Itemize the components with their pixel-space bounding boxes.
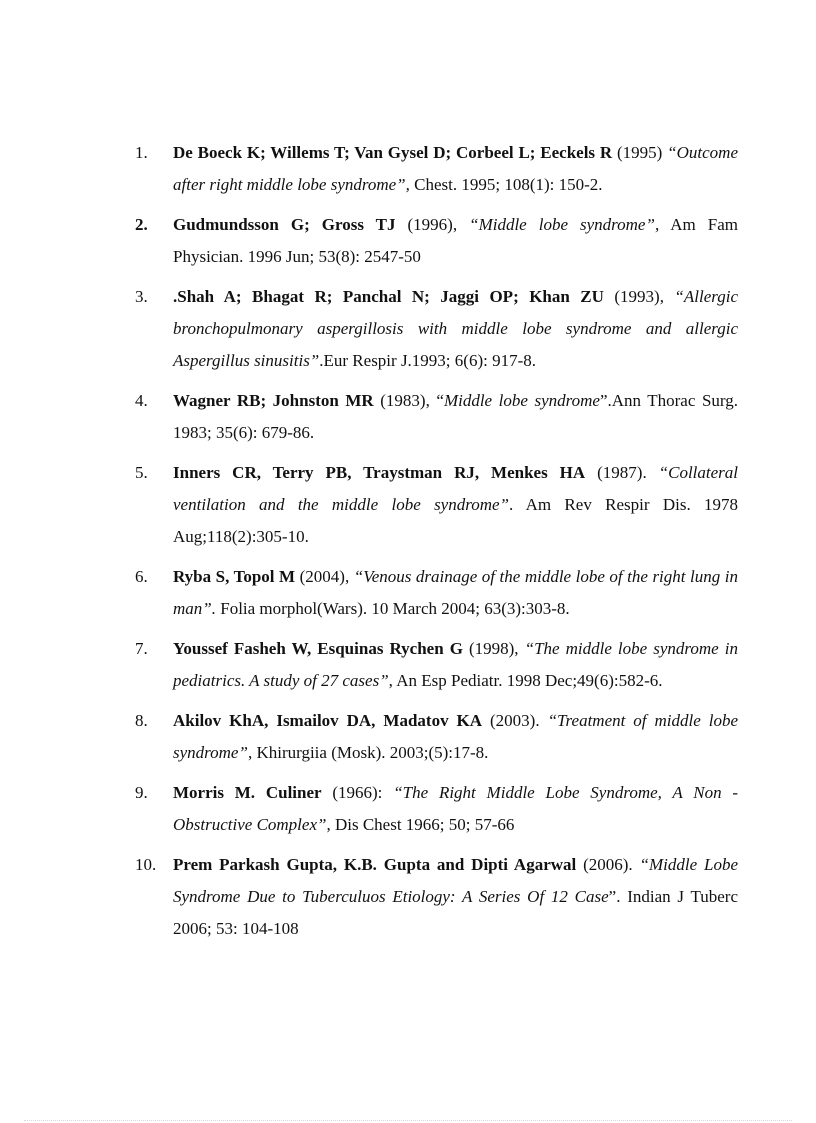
reference-number: 1. xyxy=(135,143,148,162)
reference-text xyxy=(173,457,738,553)
reference-title: “Treatment of middle lobe syndrome” xyxy=(173,711,739,762)
reference-title: “Middle Lobe Syndrome Due to Tuberculuos Etiology: A Series Of 12 Case xyxy=(173,855,739,906)
reference-authors: .Shah A; Bhagat R; Panchal N; Jaggi OP; Khan ZU xyxy=(173,287,604,306)
reference-number: 7. xyxy=(135,639,148,658)
reference-year: (1995) xyxy=(612,143,668,162)
reference-number: 6. xyxy=(135,567,148,586)
reference-year: (1993), xyxy=(603,287,675,306)
reference-number: 4. xyxy=(135,391,148,410)
reference-title: “Collateral ventilation and the middle lobe syndrome” xyxy=(173,463,739,514)
reference-number: 2. xyxy=(135,215,148,234)
reference-item xyxy=(0,561,816,625)
reference-title: Middle lobe syndrome xyxy=(443,391,600,410)
reference-text xyxy=(173,633,738,697)
reference-year: (2006). xyxy=(576,855,640,874)
reference-year: (1987). xyxy=(585,463,659,482)
reference-authors: Youssef Fasheh W, Esquinas Rychen G xyxy=(173,639,463,658)
reference-number: 9. xyxy=(135,783,148,802)
reference-number: 5. xyxy=(135,463,148,482)
reference-authors: Prem Parkash Gupta, K.B. Gupta and Dipti Agarwal xyxy=(173,855,577,874)
reference-text xyxy=(173,849,738,945)
reference-item xyxy=(0,137,816,201)
reference-text xyxy=(173,281,738,377)
reference-authors: Akilov KhA, Ismailov DA, Madatov KA xyxy=(173,711,483,730)
reference-source: Chest. 1995; 108(1): 150-2. xyxy=(409,175,603,194)
reference-year: (1998), xyxy=(462,639,525,658)
reference-title: “The middle lobe syndrome in pediatrics. A study of 27 cases” xyxy=(173,639,738,690)
reference-item xyxy=(0,705,816,769)
reference-text xyxy=(173,777,738,841)
reference-number: 10. xyxy=(135,855,157,874)
reference-year: (2003). xyxy=(482,711,548,730)
reference-number: 3. xyxy=(135,287,148,306)
reference-item xyxy=(0,849,816,945)
reference-item xyxy=(0,457,816,553)
reference-source: , Am Fam Physician. 1996 Jun; 53(8): 2547-50 xyxy=(173,215,738,266)
reference-item xyxy=(0,281,816,377)
reference-authors: Ryba S, Topol M xyxy=(173,567,296,586)
page-bottom-divider xyxy=(24,1120,792,1121)
reference-year: (1996), xyxy=(395,215,470,234)
reference-text xyxy=(173,705,738,769)
reference-authors: Morris M. Culiner xyxy=(173,783,322,802)
reference-year: (2004), xyxy=(295,567,354,586)
reference-title: “The Right Middle Lobe Syndrome, A Non -Obstructive Complex” xyxy=(173,783,739,834)
reference-authors: Gudmundsson G; Gross TJ xyxy=(173,215,396,234)
reference-title: “Allergic bronchopulmonary aspergillosis with middle lobe syndrome and allergic Aspergillus sinusitis” xyxy=(173,287,738,370)
reference-item xyxy=(0,633,816,697)
reference-item xyxy=(0,209,816,273)
reference-number: 8. xyxy=(135,711,148,730)
reference-authors: Inners CR, Terry PB, Traystman RJ, Menkes HA xyxy=(173,463,586,482)
reference-source: ”. Indian J Tuberc 2006; 53: 104-108 xyxy=(173,887,738,938)
reference-source: , Dis Chest 1966; 50; 57-66 xyxy=(326,815,515,834)
reference-source: , Khirurgiia (Mosk). 2003;(5):17-8. xyxy=(247,743,489,762)
reference-item xyxy=(0,385,816,449)
reference-text xyxy=(173,561,738,625)
reference-item xyxy=(0,777,816,841)
reference-source: , An Esp Pediatr. 1998 Dec;49(6):582-6. xyxy=(388,671,663,690)
reference-year: (1983), “ xyxy=(373,391,444,410)
reference-source: .Eur Respir J.1993; 6(6): 917-8. xyxy=(319,351,536,370)
reference-source: Folia morphol(Wars). 10 March 2004; 63(3):303-8. xyxy=(215,599,570,618)
reference-title: “Outcome after right middle lobe syndrome”, xyxy=(173,143,738,194)
reference-text xyxy=(173,385,738,449)
reference-text xyxy=(173,209,738,273)
reference-text xyxy=(173,137,738,201)
reference-title: “Middle lobe syndrome” xyxy=(469,215,655,234)
reference-year: (1966): xyxy=(321,783,394,802)
reference-source: ”.Ann Thorac Surg. 1983; 35(6): 679-86. xyxy=(173,391,739,442)
reference-title: “Venous drainage of the middle lobe of the right lung in man”. xyxy=(173,567,738,618)
reference-source: . Am Rev Respir Dis. 1978 Aug;118(2):305-10. xyxy=(173,495,739,546)
reference-authors: Wagner RB; Johnston MR xyxy=(173,391,374,410)
reference-authors: De Boeck K; Willems T; Van Gysel D; Corbeel L; Eeckels R xyxy=(173,143,613,162)
reference-list xyxy=(0,137,816,953)
